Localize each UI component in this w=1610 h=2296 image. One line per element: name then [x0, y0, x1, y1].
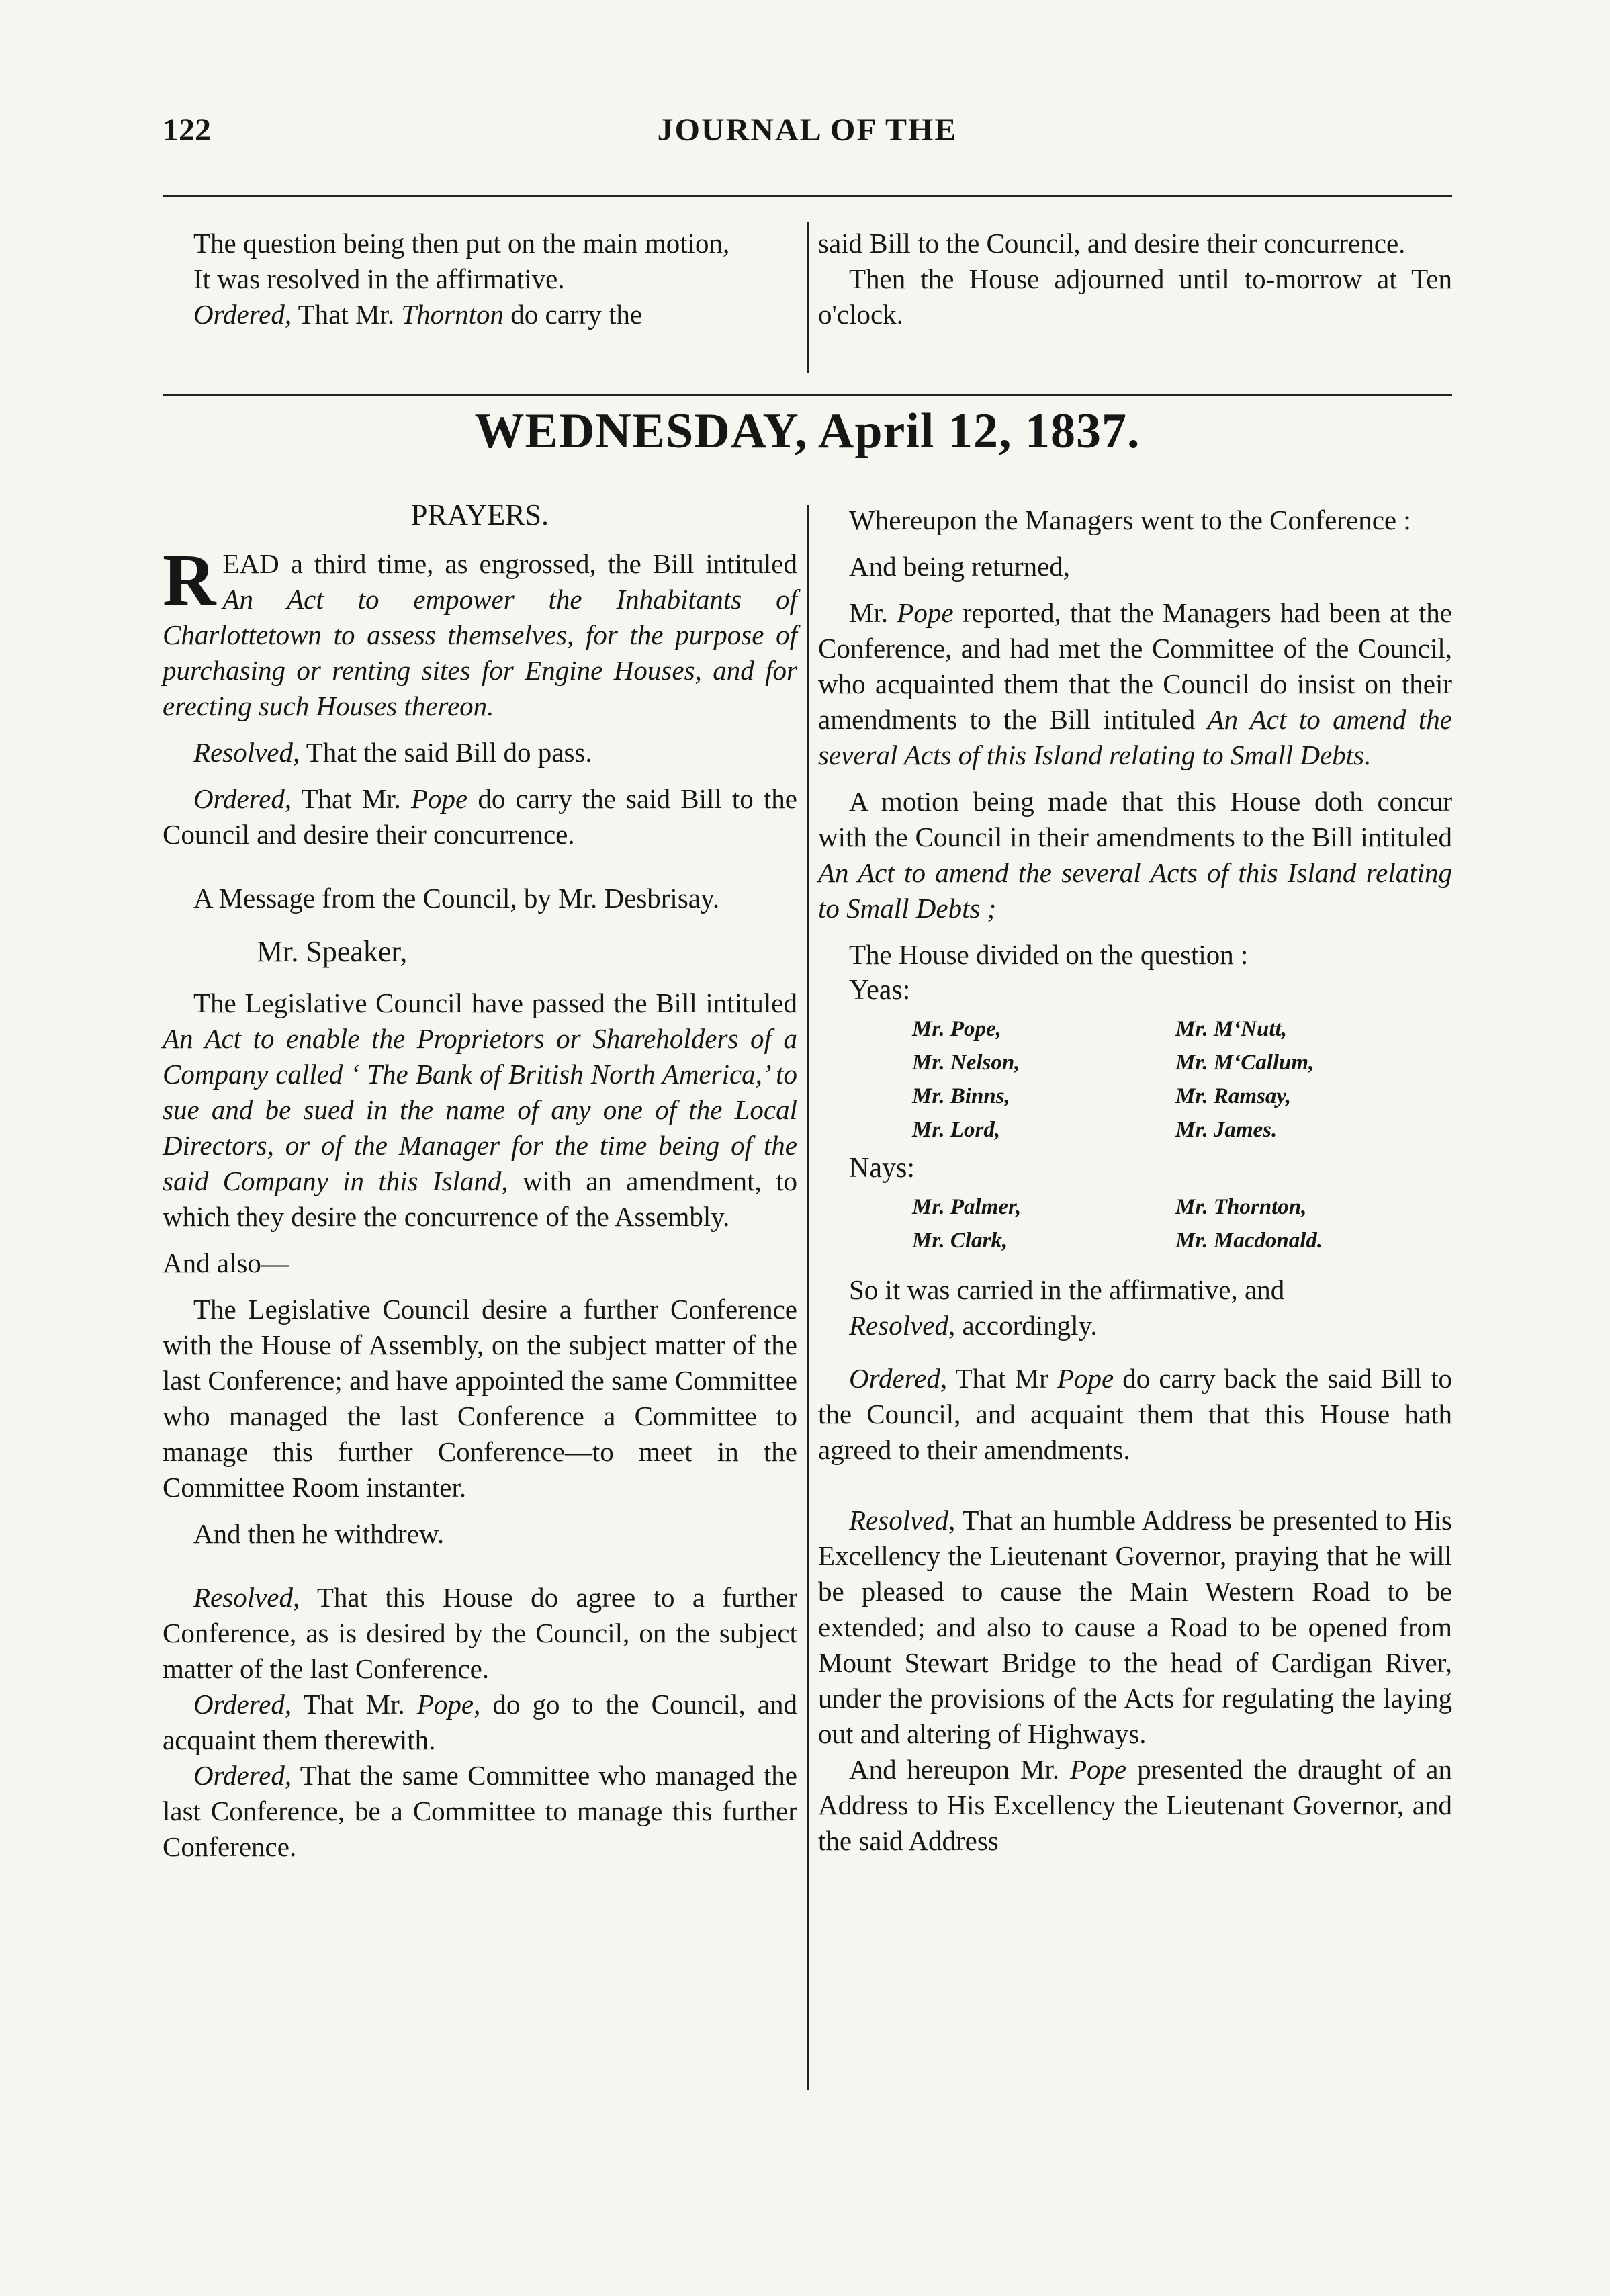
yea-member: Mr. Binns, [912, 1084, 1010, 1108]
third-reading-paragraph: READ a third time, as engrossed, the Bill intituled An Act to empower the Inhabitants of Charlottetown to assess themselves, for the purpose of purchasing or renting sites for Engine Houses, and for erecting such Houses thereon. [163, 539, 797, 721]
nay-member: Mr. Thornton, [1175, 1195, 1307, 1219]
top-left-column [163, 226, 797, 333]
page-header [163, 112, 1452, 159]
nays-heading: Nays: [849, 1153, 915, 1184]
yea-member: Mr. Nelson, [912, 1051, 1020, 1075]
prayers-heading: PRAYERS. [410, 498, 549, 531]
yea-member: Mr. M‘Callum, [1175, 1051, 1314, 1075]
council-message: A Message from the Council, by Mr. Desbrisay. [193, 883, 720, 914]
header-rule [163, 195, 1452, 197]
house-divided: The House divided on the question : [849, 939, 1249, 970]
council-passed-paragraph: The Legislative Council have passed the Bill intituled An Act to enable the Proprietors or Shareholders of a Company called ‘ The Bank of British North America,’ to sue and be sued in the name of any one of the Local Directors, or of the Manager for the time being of the said Company in this Island, with an amendment, to which they desire the concurrence of the Assembly. [163, 987, 797, 1232]
drop-cap: R [163, 539, 216, 621]
managers-went: Whereupon the Managers went to the Conference : [849, 504, 1411, 535]
top-right-column [818, 226, 1452, 333]
ordered-pope-carry: Ordered, That Mr. Pope do carry the said Bill to the Council and desire their concurrence. [163, 783, 797, 850]
resolved-humble-address: Resolved, That an humble Address be presented to His Excellency the Lieutenant Governor, praying that he will be pleased to cause the Main Western Road to be extended; and also to cause a Road to be opened from Mount Stewart Bridge to the head of Cardigan River, under the provisions of the Acts for regulating the laying out and altering of Highways. [818, 1505, 1452, 1749]
nay-member: Mr. Clark, [912, 1229, 1008, 1253]
resolved-bill-pass: Resolved, That the said Bill do pass. [193, 737, 592, 768]
top-column-divider [807, 222, 809, 373]
nay-member: Mr. Macdonald. [1175, 1229, 1323, 1253]
ordered-pope-acquaint: Ordered, That Mr. Pope, do go to the Council, and acquaint them therewith. [163, 1689, 797, 1755]
session-dateline: WEDNESDAY, April 12, 1837. [474, 404, 1141, 459]
being-returned: And being returned, [849, 551, 1071, 582]
yea-member: Mr. Pope, [912, 1017, 1001, 1041]
main-column-divider [807, 505, 809, 2090]
resolved-agree-conference: Resolved, That this House do agree to a further Conference, as is desired by the Council, on the subject matter of the last Conference. [163, 1582, 797, 1684]
resolved-affirmative: It was resolved in the affirmative. [193, 263, 565, 294]
speaker-salutation: Mr. Speaker, [257, 935, 408, 968]
yea-member: Mr. James. [1175, 1118, 1278, 1142]
right-column [818, 502, 1452, 1859]
carried-affirmative: So it was carried in the affirmative, and [849, 1274, 1285, 1305]
council-desire-conference: The Legislative Council desire a further Conference with the House of Assembly, on the subject matter of the last Conference; and have appointed the same Committee who managed the last Conference a Committee to manage this further Conference—to meet in the Committee Room instanter. [163, 1294, 797, 1503]
resolved-accordingly: Resolved, accordingly. [849, 1310, 1098, 1341]
adjourned-paragraph: Then the House adjourned until to-morrow at Ten o'clock. [818, 263, 1452, 330]
ordered-thornton: Ordered, That Mr. Thornton do carry the [193, 299, 643, 330]
yeas-heading: Yeas: [849, 975, 911, 1006]
yea-member: Mr. Lord, [912, 1118, 1001, 1142]
ordered-same-committee: Ordered, That the same Committee who managed the last Conference, be a Committee to manage this further Conference. [163, 1760, 797, 1862]
question-paragraph: The question being then put on the main motion, [193, 228, 730, 259]
running-title: JOURNAL OF THE [657, 112, 958, 148]
pope-presented-draught: And hereupon Mr. Pope presented the draught of an Address to His Excellency the Lieutenant Governor, and the said Address [818, 1754, 1452, 1856]
yea-member: Mr. M‘Nutt, [1175, 1017, 1287, 1041]
motion-concur: A motion being made that this House doth concur with the Council in their amendments to the Bill intituled An Act to amend the several Acts of this Island relating to Small Debts ; [818, 786, 1452, 924]
nay-member: Mr. Palmer, [912, 1195, 1022, 1219]
section-rule [163, 394, 1452, 396]
ordered-carry-back: Ordered, That Mr Pope do carry back the said Bill to the Council, and acquaint them that this House hath agreed to their amendments. [818, 1363, 1452, 1465]
pope-reported: Mr. Pope reported, that the Managers had been at the Conference, and had met the Committee of the Council, who acquainted them that the Council do insist on their amendments to the Bill intituled An Act to amend the several Acts of this Island relating to Small Debts. [818, 597, 1452, 770]
yea-member: Mr. Ramsay, [1175, 1084, 1292, 1108]
and-also: And also— [163, 1247, 289, 1278]
left-column [163, 497, 797, 1865]
page-number: 122 [163, 112, 211, 148]
he-withdrew: And then he withdrew. [193, 1518, 445, 1549]
yeas-list [818, 1008, 1452, 1151]
bill-to-council: said Bill to the Council, and desire their concurrence. [818, 228, 1406, 259]
nays-list [818, 1186, 1452, 1262]
